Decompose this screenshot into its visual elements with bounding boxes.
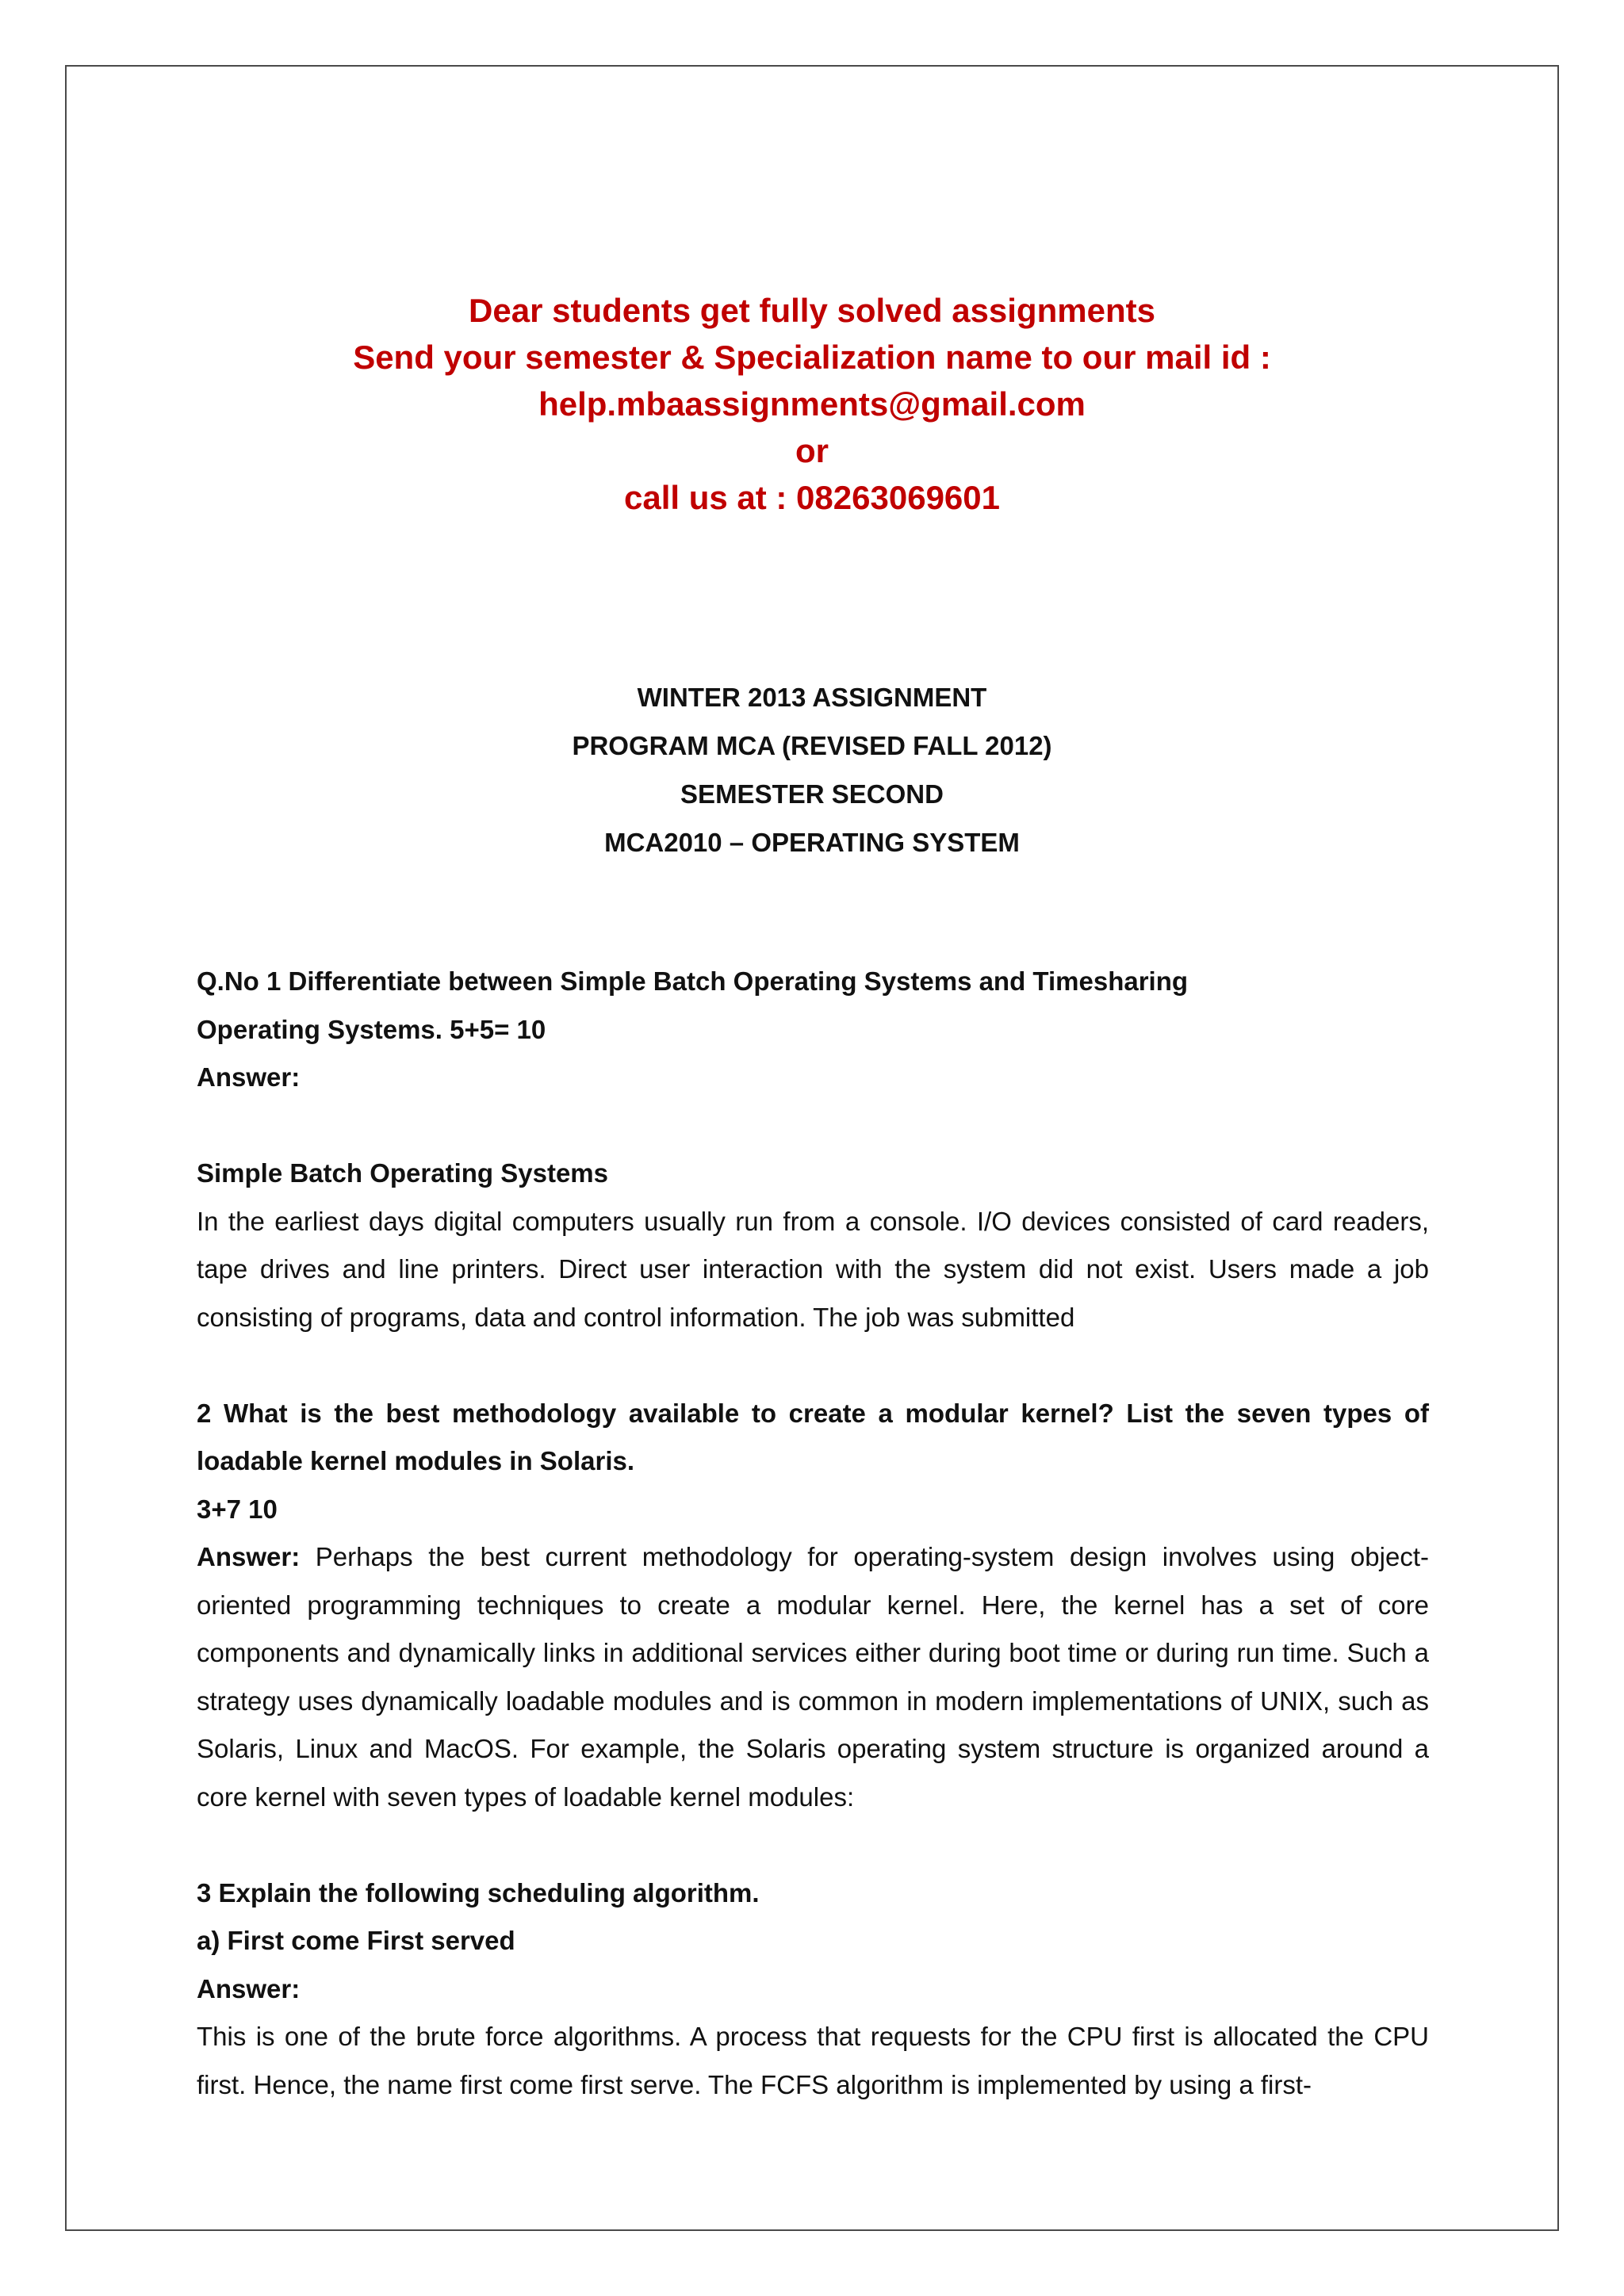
q3-subpart: a) First come First served xyxy=(197,1926,515,1955)
promo-email: help.mbaassignments@gmail.com xyxy=(538,385,1086,423)
q3-body: This is one of the brute force algorithms. A process that requests for the CPU first is allocated the CPU first. Hence, the name first come first serve. The FCFS algorithm is implemented by using a first- xyxy=(197,2022,1429,2099)
q1-subheading: Simple Batch Operating Systems xyxy=(197,1158,608,1188)
header-line-2: PROGRAM MCA (REVISED FALL 2012) xyxy=(572,731,1052,760)
spacer xyxy=(197,1102,1429,1150)
q1-question-line-1: Q.No 1 Differentiate between Simple Batch Operating Systems and Timesharing xyxy=(197,966,1189,996)
spacer xyxy=(197,1341,1429,1390)
promo-line-2: Send your semester & Specialization name to our mail id : xyxy=(353,339,1271,376)
q1-body: In the earliest days digital computers usually run from a console. I/O devices consisted of card readers, tape drives and line printers. Direct user interaction with the system did not exist. Users made a job consisting of programs, data and control information. The job was submitted xyxy=(197,1206,1429,1332)
header-line-4: MCA2010 – OPERATING SYSTEM xyxy=(604,828,1020,857)
q2-answer-label: Answer: xyxy=(197,1542,301,1571)
promo-or: or xyxy=(795,432,829,469)
q2-marks: 3+7 10 xyxy=(197,1494,278,1524)
q3-answer-label: Answer: xyxy=(197,1973,301,2003)
assignment-header xyxy=(0,673,1624,867)
header-line-1: WINTER 2013 ASSIGNMENT xyxy=(637,683,987,712)
q2-answer-paragraph xyxy=(197,1533,1429,1821)
header-line-3: SEMESTER SECOND xyxy=(680,779,944,809)
q1-answer-label: Answer: xyxy=(197,1062,301,1092)
spacer xyxy=(197,1821,1429,1869)
q2-body: Perhaps the best current methodology for operating-system design involves using object-oriented programming techniques to create a modular kernel. Here, the kernel has a set of core components and dynamically links in additional services either during boot time or during run time. Such a strategy uses dynamically loadable modules and is common in modern implementations of UNIX, such as Solaris, Linux and MacOS. For example, the Solaris operating system structure is organized around a core kernel with seven types of loadable kernel modules: xyxy=(197,1542,1429,1812)
q2-question: 2 What is the best methodology available to create a modular kernel? List the seven types of loadable kernel modules in Solaris. xyxy=(197,1398,1429,1475)
q3-question: 3 Explain the following scheduling algorithm. xyxy=(197,1877,760,1908)
promo-line-1: Dear students get fully solved assignments xyxy=(469,292,1155,329)
q1-question-line-2: Operating Systems. 5+5= 10 xyxy=(197,1014,546,1044)
promo-banner xyxy=(0,287,1624,521)
document-body xyxy=(197,958,1429,2109)
promo-call: call us at : 08263069601 xyxy=(623,479,1001,516)
